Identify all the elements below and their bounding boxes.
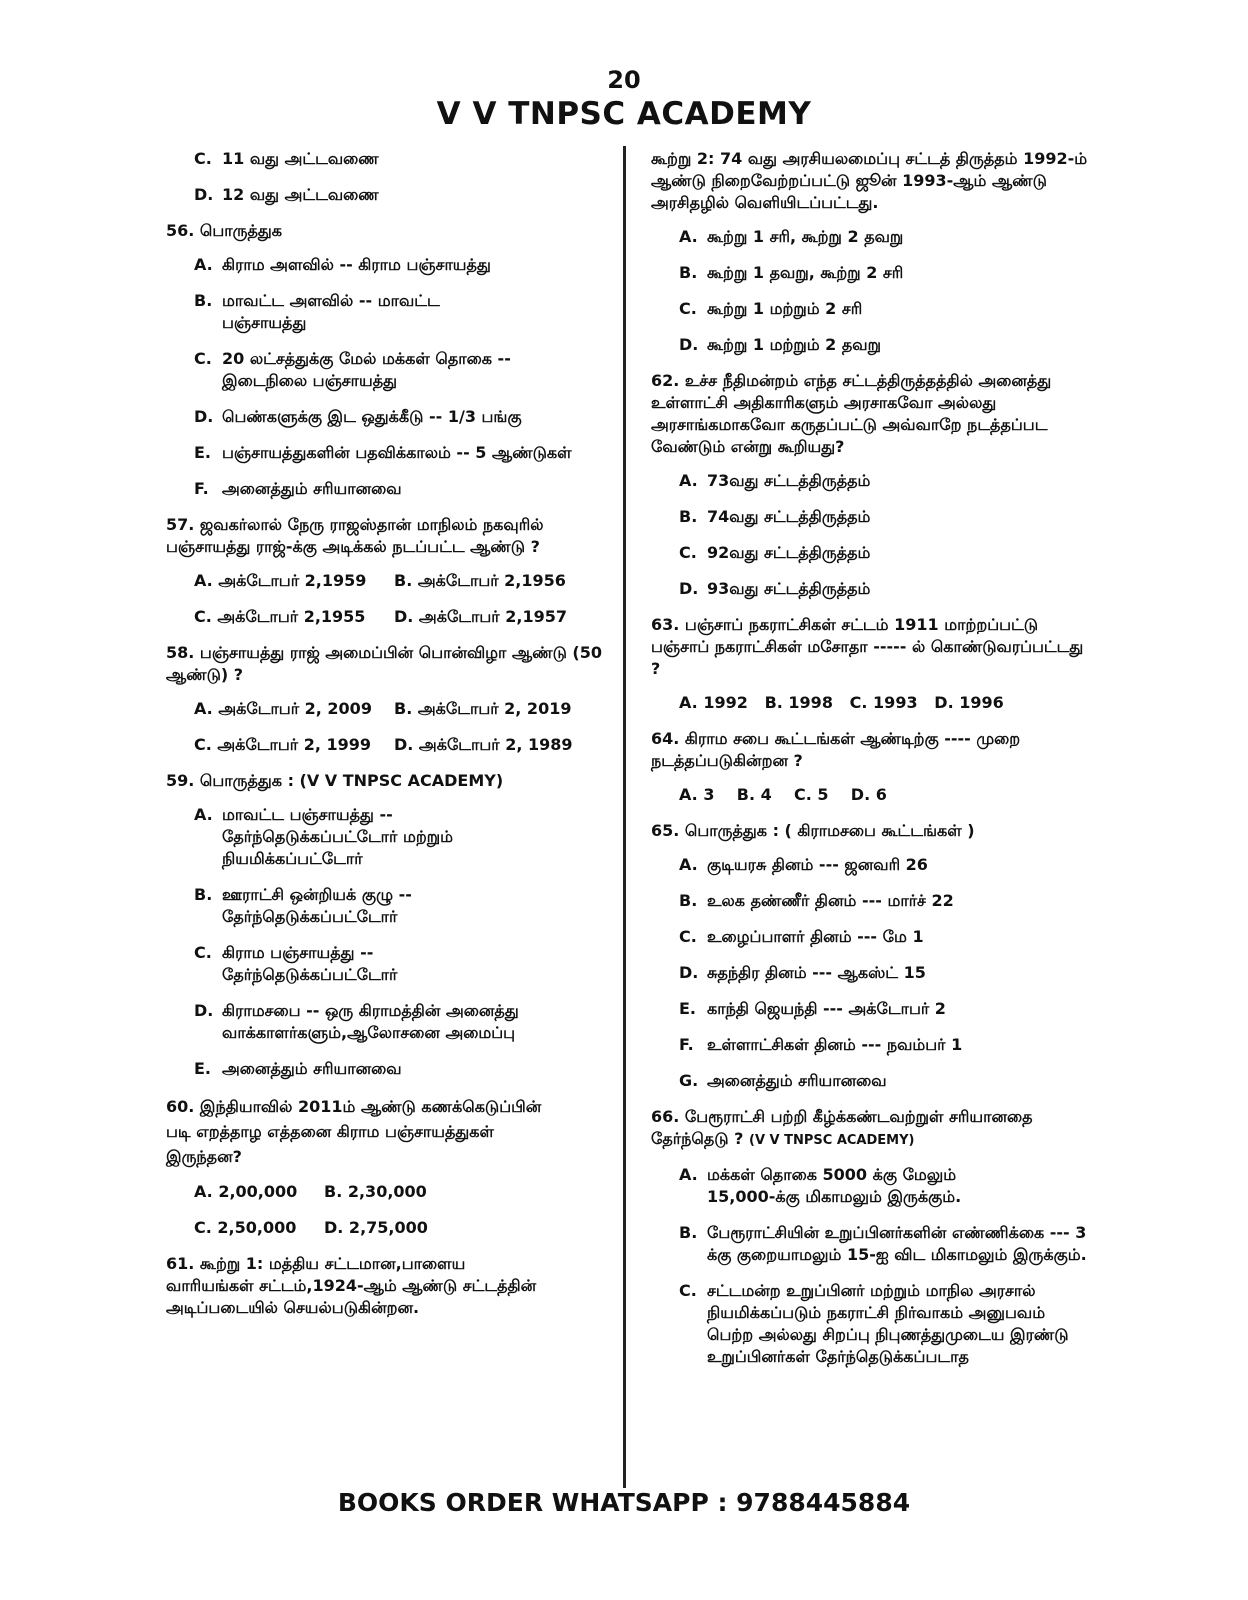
- option-row: A. 2,00,000 B. 2,30,000: [194, 1182, 427, 1201]
- option: E. பஞ்சாயத்துகளின் பதவிக்காலம் -- 5 ஆண்டுகள்: [194, 443, 572, 462]
- option: C. 20 லட்சத்துக்கு மேல் மக்கள் தொகை -- இடைநிலை பஞ்சாயத்து: [194, 349, 511, 390]
- option: D. 12 வது அட்டவணை: [194, 185, 379, 204]
- left-column: [166, 148, 606, 1331]
- option: D. கிராமசபை -- ஒரு கிராமத்தின் அனைத்து வாக்காளர்களும்,ஆலோசனை அமைப்பு: [194, 1001, 519, 1042]
- option: B. உலக தண்ணீர் தினம் --- மார்ச் 22: [679, 891, 954, 910]
- option: C. கூற்று 1 மற்றும் 2 சரி: [679, 299, 863, 318]
- question-66-tag: (V V TNPSC ACADEMY): [749, 1133, 915, 1148]
- question-61-statement-2: கூற்று 2: 74 வது அரசியலமைப்பு சட்டத் திருத்தம் 1992-ம் ஆண்டு நிறைவேற்றப்பட்டு ஜூன் 1993-ஆம் ஆண்டு அரசிதழில் வெளியிடப்பட்டது.: [651, 149, 1088, 212]
- option-row: A. 3 B. 4 C. 5 D. 6: [679, 785, 887, 804]
- question-58: 58. பஞ்சாயத்து ராஜ் அமைப்பின் பொன்விழா ஆண்டு (50 ஆண்டு) ?: [166, 643, 602, 684]
- option: D. கூற்று 1 மற்றும் 2 தவறு: [679, 335, 881, 354]
- option: C. சட்டமன்ற உறுப்பினர் மற்றும் மாநில அரசால் நியமிக்கப்படும் நகராட்சி நிர்வாகம் அனுபவம் பெற்ற அல்லது சிறப்பு நிபுணத்துமுடைய இரண்டு உறுப்பினர்கள் தேர்ந்தெடுக்கப்படாத: [679, 1281, 1069, 1366]
- footer-order-info: BOOKS ORDER WHATSAPP : 9788445884: [337, 1488, 911, 1517]
- question-57: 57. ஜவகர்லால் நேரு ராஜஸ்தான் மாநிலம் நகவுரில் பஞ்சாயத்து ராஜ்-க்கு அடிக்கல் நடப்பட்ட ஆண்டு ?: [166, 515, 544, 556]
- option: A. குடியரசு தினம் --- ஜனவரி 26: [679, 855, 928, 874]
- question-66: 66. பேரூராட்சி பற்றி கீழ்க்கண்டவற்றுள் சரியானதை தேர்ந்தெடு ? (V V TNPSC ACADEMY): [651, 1107, 1033, 1148]
- question-63: 63. பஞ்சாப் நகராட்சிகள் சட்டம் 1911 மாற்றப்பட்டு பஞ்சாப் நகராட்சிகள் மசோதா ----- ல் கொண்டுவரப்பட்டது ?: [651, 615, 1084, 678]
- option: B. 74வது சட்டத்திருத்தம்: [679, 507, 871, 526]
- question-64: 64. கிராம சபை கூட்டங்கள் ஆண்டிற்கு ---- முறை நடத்தப்படுகின்றன ?: [651, 729, 1021, 770]
- option: B. கூற்று 1 தவறு, கூற்று 2 சரி: [679, 263, 904, 282]
- option: B. மாவட்ட அளவில் -- மாவட்ட பஞ்சாயத்து: [194, 291, 440, 332]
- option: C. 11 வது அட்டவணை: [194, 149, 379, 168]
- option: F. அனைத்தும் சரியானவை: [194, 479, 402, 498]
- option: E. அனைத்தும் சரியானவை: [194, 1059, 402, 1078]
- option: D. சுதந்திர தினம் --- ஆகஸ்ட் 15: [679, 963, 926, 982]
- question-59: 59. பொருத்துக : (V V TNPSC ACADEMY): [166, 771, 504, 790]
- option-row: C. அக்டோபர் 2, 1999 D. அக்டோபர் 2, 1989: [194, 735, 573, 754]
- question-61: 61. கூற்று 1: மத்திய சட்டமான,பாளைய வாரியங்கள் சட்டம்,1924-ஆம் ஆண்டு சட்டத்தின் அடிப்படையில் செயல்படுகின்றன.: [166, 1254, 537, 1317]
- question-60: 60. இந்தியாவில் 2011ம் ஆண்டு கணக்கெடுப்பின் படி எறத்தாழ எத்தனை கிராம பஞ்சாயத்துகள் இருந்தன?: [166, 1097, 542, 1166]
- option: A. மாவட்ட பஞ்சாயத்து -- தேர்ந்தெடுக்கப்பட்டோர் மற்றும் நியமிக்கப்பட்டோர்: [194, 805, 453, 868]
- option-row: C. 2,50,000 D. 2,75,000: [194, 1218, 428, 1237]
- option: A. கிராம அளவில் -- கிராம பஞ்சாயத்து: [194, 255, 491, 274]
- option: C. கிராம பஞ்சாயத்து -- தேர்ந்தெடுக்கப்பட்டோர்: [194, 943, 398, 984]
- option-row: C. அக்டோபர் 2,1955 D. அக்டோபர் 2,1957: [194, 607, 567, 626]
- option: D. 93வது சட்டத்திருத்தம்: [679, 579, 871, 598]
- question-65: 65. பொருத்துக : ( கிராமசபை கூட்டங்கள் ): [651, 821, 975, 840]
- column-divider: [623, 146, 626, 1488]
- option-row: A. அக்டோபர் 2, 2009 B. அக்டோபர் 2, 2019: [194, 699, 572, 718]
- question-62: 62. உச்ச நீதிமன்றம் எந்த சட்டத்திருத்தத்தில் அனைத்து உள்ளாட்சி அதிகாரிகளும் அரசாகவோ அல்லது அரசாங்கமாகவோ கருதப்பட்டு அவ்வாறே நடத்தப்பட வேண்டும் என்று கூறியது?: [651, 371, 1052, 456]
- question-56: 56. பொருத்துக: [166, 221, 282, 240]
- option: D. பெண்களுக்கு இட ஒதுக்கீடு -- 1/3 பங்கு: [194, 407, 522, 426]
- option: G. அனைத்தும் சரியானவை: [679, 1071, 887, 1090]
- right-column: [651, 148, 1091, 1382]
- option: C. 92வது சட்டத்திருத்தம்: [679, 543, 871, 562]
- option: B. பேரூராட்சியின் உறுப்பினர்களின் எண்ணிக்கை --- 3 க்கு குறையாமலும் 15-ஐ விட மிகாமலும் இருக்கும்.: [679, 1223, 1087, 1264]
- option: A. 73வது சட்டத்திருத்தம்: [679, 471, 871, 490]
- option-row: A. அக்டோபர் 2,1959 B. அக்டோபர் 2,1956: [194, 571, 566, 590]
- page-title: V V TNPSC ACADEMY: [436, 96, 812, 132]
- option: C. உழைப்பாளர் தினம் --- மே 1: [679, 927, 924, 946]
- page-number: 20: [607, 66, 641, 94]
- option: A. மக்கள் தொகை 5000 க்கு மேலும் 15,000-க்கு மிகாமலும் இருக்கும்.: [679, 1165, 962, 1206]
- option: A. கூற்று 1 சரி, கூற்று 2 தவறு: [679, 227, 904, 246]
- option: F. உள்ளாட்சிகள் தினம் --- நவம்பர் 1: [679, 1035, 963, 1054]
- option: B. ஊராட்சி ஒன்றியக் குழு -- தேர்ந்தெடுக்கப்பட்டோர்: [194, 885, 412, 926]
- option-row: A. 1992 B. 1998 C. 1993 D. 1996: [679, 693, 1004, 712]
- option: E. காந்தி ஜெயந்தி --- அக்டோபர் 2: [679, 999, 946, 1018]
